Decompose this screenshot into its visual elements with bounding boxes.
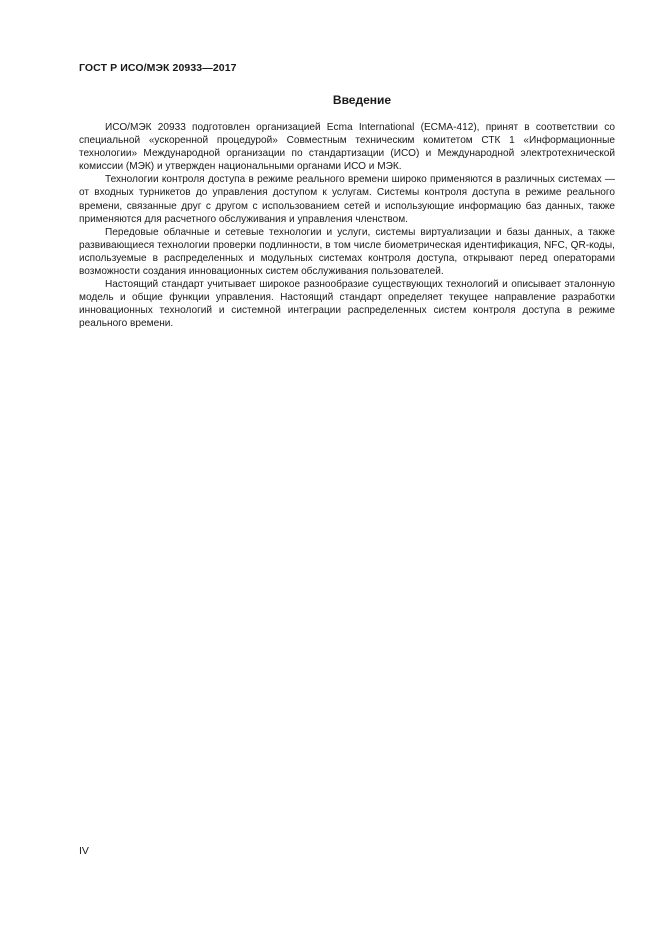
page-number: IV: [79, 845, 89, 857]
section-title: Введение: [332, 93, 392, 107]
paragraph-3: Передовые облачные и сетевые технологии и услуги, системы виртуализации и базы данных, а также развивающиеся технологии проверки подлинности, в том числе биометрическая идентификация, NFC, QR-коды, используемые в распределенных и модульных системах контроля доступа, открывают перед операторами возможности создания инновационных систем обслуживания пользователей.: [79, 226, 615, 278]
section-body: [79, 121, 615, 331]
document-header: ГОСТ Р ИСО/МЭК 20933—2017: [79, 62, 237, 74]
paragraph-4: Настоящий стандарт учитывает широкое разнообразие существующих технологий и описывает эталонную модель и общие функции управления. Настоящий стандарт определяет текущее направление разработки инновационных технологий и системной интеграции распределенных систем контроля доступа в режиме реального времени.: [79, 279, 615, 330]
paragraph-1: ИСО/МЭК 20933 подготовлен организацией Ecma International (ECMA-412), принят в соответствии со специальной «ускоренной процедурой» Совместным техническим комитетом СТК 1 «Информационные технологии» Международной организации по стандартизации (ИСО) и Международной электротехнической комиссии (МЭК) и утвержден национальными органами ИСО и МЭК.: [79, 122, 615, 173]
paragraph-2: Технологии контроля доступа в режиме реального времени широко применяются в различных системах — от входных турникетов до управления доступом к услугам. Системы контроля доступа в режиме реального времени, связанные друг с другом с использованием сетей и использующие информацию баз данных, также применяются для расчетного обслуживания и управления членством.: [79, 174, 615, 225]
